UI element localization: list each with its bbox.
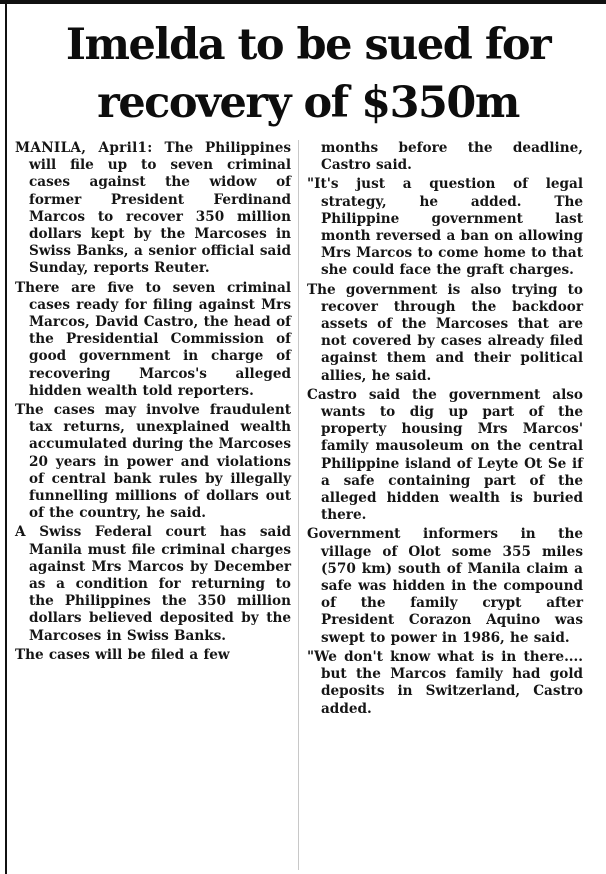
top-rule — [0, 0, 606, 4]
paragraph: The cases will be filed a few — [15, 646, 230, 663]
article-column-right — [307, 140, 583, 720]
headline-line-2: recovery of $350m — [97, 78, 519, 128]
paragraph: "It's just a question of legal strategy, he added. The Philippine government last month reversed a ban on allowing Mrs Marcos to come home to that she could face the graft charges. — [307, 176, 583, 279]
left-border-rule — [5, 4, 7, 874]
paragraph: The cases may involve fraudulent tax returns, unexplained wealth accumulated during the Marcoses 20 years in power and violations of central bank rules by illegally funnelling millions of dollars out of the country, he said. — [15, 402, 291, 522]
article-column-left — [15, 140, 291, 666]
paragraph: There are five to seven criminal cases ready for filing against Mrs Marcos, David Castro, the head of the Presidential Commission of good government in charge of recovering Marcos's alleged hidden wealth told reporters. — [15, 279, 291, 399]
paragraph: "We don't know what is in there.... but the Marcos family had gold deposits in Switzerland, Castro added. — [307, 648, 583, 717]
paragraph: Castro said the government also wants to dig up part of the property housing Mrs Marcos' family mausoleum on the central Philippine island of Leyte Ot Se if a safe containing part of the alleged hidden wealth is buried there. — [307, 386, 583, 524]
paragraph — [15, 140, 291, 278]
paragraph-text: The Philippines will file up to seven criminal cases against the widow of former President Ferdinand Marcos to recover 350 million dollars kept by the Marcoses in Swiss Banks, a senior official said Sunday, reports Reuter. — [29, 140, 292, 277]
headline — [10, 16, 606, 132]
paragraph-continuation: months before the deadline, Castro said. — [321, 140, 583, 174]
paragraph: The government is also trying to recover through the backdoor assets of the Marcoses that are not covered by cases already filed against them and their political allies, he said. — [307, 281, 583, 384]
headline-line-1: Imelda to be sued for — [65, 20, 551, 70]
dateline: MANILA, April1: — [15, 140, 153, 156]
paragraph: A Swiss Federal court has said Manila must file criminal charges against Mrs Marcos by December as a condition for returning to the Philippines the 350 million dollars believed deposited by the Marcoses in Swiss Banks. — [15, 524, 291, 644]
column-divider — [298, 140, 299, 870]
paragraph: Government informers in the village of Olot some 355 miles (570 km) south of Manila claim a safe was hidden in the compound of the family crypt after President Corazon Aquino was swept to power in 1986, he said. — [307, 526, 583, 646]
